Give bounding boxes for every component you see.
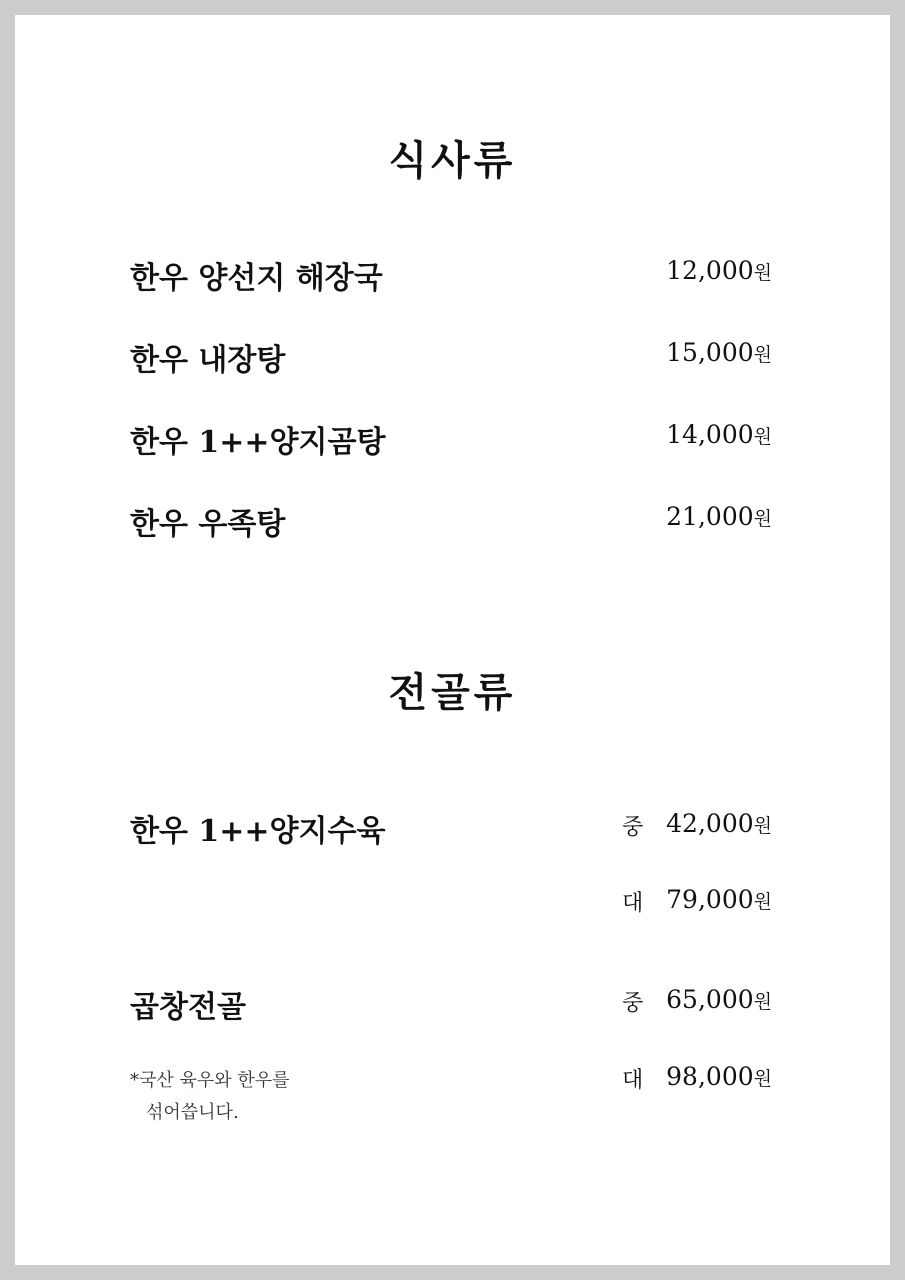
menu-item-price: 42,000원 [666,809,772,838]
size-label: 대 [622,1068,644,1093]
currency-unit: 원 [753,891,772,913]
note-line: *국산 육우와 한우를 [130,1070,290,1091]
currency-unit: 원 [753,508,772,530]
menu-page [15,15,890,1265]
note-line: 섞어씁니다. [146,1102,239,1123]
menu-item-name: 곱창전골 [130,990,246,1025]
size-label: 중 [622,815,644,840]
size-label: 중 [622,991,644,1016]
menu-item-name: 한우 양선지 해장국 [130,261,383,296]
menu-item-price: 79,000원 [666,885,772,914]
menu-item-price: 14,000원 [666,420,772,449]
menu-item-price: 98,000원 [666,1062,772,1091]
currency-unit: 원 [753,991,772,1013]
menu-item-price: 21,000원 [666,502,772,531]
menu-item-name: 한우 우족탕 [130,507,286,542]
menu-item-price: 15,000원 [666,338,772,367]
size-label: 대 [622,891,644,916]
section-title-hotpot: 전골류 [388,669,517,716]
section-title-meals: 식사류 [388,137,517,184]
currency-unit: 원 [753,262,772,284]
currency-unit: 원 [753,1068,772,1090]
currency-unit: 원 [753,815,772,837]
menu-item-note [130,1065,360,1129]
menu-item-name: 한우 1++양지수육 [130,814,386,849]
currency-unit: 원 [753,426,772,448]
currency-unit: 원 [753,344,772,366]
menu-item-name: 한우 1++양지곰탕 [130,425,386,460]
menu-item-price: 65,000원 [666,985,772,1014]
menu-item-price: 12,000원 [666,256,772,285]
menu-item-name: 한우 내장탕 [130,343,286,378]
